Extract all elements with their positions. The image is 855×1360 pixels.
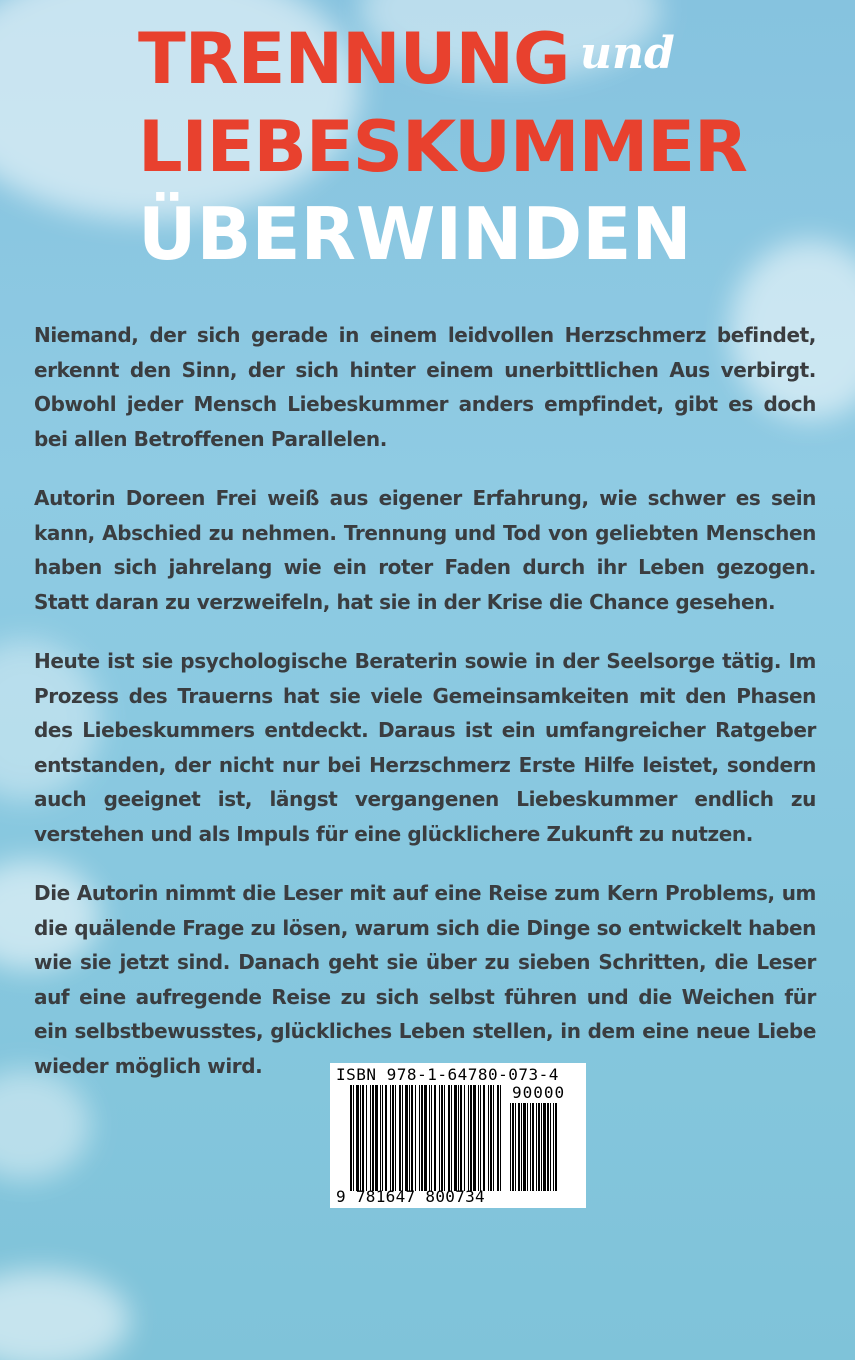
barcode-bar bbox=[441, 1085, 443, 1191]
ean-digits: 9 781647 800734 bbox=[336, 1187, 485, 1206]
barcode-bar bbox=[480, 1085, 481, 1191]
barcode-bar bbox=[429, 1085, 430, 1191]
barcode-bar bbox=[547, 1103, 549, 1191]
barcode-bar bbox=[448, 1085, 450, 1191]
barcode-bar bbox=[490, 1085, 492, 1191]
barcode-bar bbox=[366, 1085, 367, 1191]
barcode-bar bbox=[362, 1085, 364, 1191]
barcode-bar bbox=[518, 1103, 520, 1191]
barcode-bar bbox=[385, 1085, 387, 1191]
barcode-bar bbox=[392, 1085, 394, 1191]
isbn-barcode bbox=[330, 1063, 586, 1208]
barcode-addon-bars bbox=[510, 1103, 580, 1191]
barcode-bar bbox=[521, 1103, 522, 1191]
barcode-bar bbox=[454, 1085, 457, 1191]
barcode-bar bbox=[541, 1103, 542, 1191]
barcode-bar bbox=[512, 1103, 514, 1191]
title-line-3: ÜBERWINDEN bbox=[138, 192, 692, 276]
title-connector: und bbox=[580, 28, 675, 79]
barcode-bar bbox=[555, 1103, 557, 1191]
barcode-bar bbox=[395, 1085, 396, 1191]
barcode-bar bbox=[493, 1085, 494, 1191]
barcode-bar bbox=[411, 1085, 413, 1191]
barcode-bar bbox=[415, 1085, 416, 1191]
barcode-bar bbox=[553, 1103, 554, 1191]
barcode-bar bbox=[538, 1103, 540, 1191]
barcode-bar bbox=[380, 1085, 381, 1191]
barcode-bar bbox=[550, 1103, 551, 1191]
barcode-bar bbox=[458, 1085, 459, 1191]
barcode-bar bbox=[444, 1085, 445, 1191]
barcode-bar bbox=[478, 1085, 479, 1191]
blurb bbox=[34, 318, 816, 1108]
barcode-bar bbox=[483, 1085, 485, 1191]
barcode-bar bbox=[473, 1085, 476, 1191]
barcode-bar bbox=[402, 1085, 403, 1191]
barcode-bar bbox=[360, 1085, 361, 1191]
blurb-paragraph: Heute ist sie psychologische Beraterin sowie in der Seelsorge tätig. Im Prozess des Trauerns hat sie viele Gemeinsamkeiten mit den Phasen des Liebeskummers entdeckt. Daraus ist ein umfangreicher Ratgeber entstanden, der nicht nur bei Herzschmerz Erste Hilfe leistet, sondern auch geeignet ist, längst vergangenen Liebeskummer endlich zu verstehen und als Impuls für eine glücklichere Zukunft zu nutzen. bbox=[34, 649, 816, 846]
barcode-bar bbox=[530, 1103, 531, 1191]
barcode-bar bbox=[488, 1085, 489, 1191]
barcode-bar bbox=[497, 1085, 499, 1191]
barcode-bar bbox=[356, 1085, 359, 1191]
barcode-bar bbox=[424, 1085, 427, 1191]
barcode-bar bbox=[353, 1085, 354, 1191]
barcode-bar bbox=[419, 1085, 420, 1191]
barcode-bar bbox=[382, 1085, 383, 1191]
barcode-bar bbox=[372, 1085, 374, 1191]
barcode-bar bbox=[434, 1085, 436, 1191]
barcode-bar bbox=[439, 1085, 440, 1191]
barcode-bar bbox=[451, 1085, 452, 1191]
title-line-1: TRENNUNG bbox=[138, 18, 570, 100]
price-code: 90000 bbox=[512, 1083, 566, 1102]
barcode-bar bbox=[370, 1085, 371, 1191]
cloud bbox=[0, 1270, 130, 1360]
barcode-bar bbox=[431, 1085, 432, 1191]
blurb-paragraph: Niemand, der sich gerade in einem leidvollen Herzschmerz befindet, erkennt den Sinn, der sich hinter einem unerbittlichen Aus verbirgt. Obwohl jeder Mensch Liebeskummer anders empfindet, gibt es doch bei allen Betroffenen Parallelen. bbox=[34, 323, 816, 451]
barcode-bar bbox=[523, 1103, 526, 1191]
isbn-label: ISBN 978-1-64780-073-4 bbox=[336, 1065, 559, 1084]
barcode-bar bbox=[350, 1085, 352, 1191]
barcode-bar bbox=[399, 1085, 401, 1191]
barcode-bar bbox=[375, 1085, 378, 1191]
blurb-paragraph: Die Autorin nimmt die Leser mit auf eine Reise zum Kern Problems, um die quälende Frage zu lösen, warum sich die Dinge so entwickelt haben wie sie jetzt sind. Danach geht sie über zu sieben Schritten, die Leser auf eine aufregende Reise zu sich selbst führen und die Weichen für ein selbstbewusstes, glückliches Leben stellen, in dem eine neue Liebe wieder möglich wird. bbox=[34, 881, 816, 1078]
barcode-bars bbox=[350, 1085, 502, 1191]
barcode-bar bbox=[468, 1085, 469, 1191]
title-line-2: LIEBESKUMMER bbox=[138, 106, 747, 188]
barcode-bar bbox=[532, 1103, 534, 1191]
barcode-bar bbox=[500, 1085, 501, 1191]
barcode-bar bbox=[409, 1085, 410, 1191]
barcode-bar bbox=[527, 1103, 528, 1191]
barcode-bar bbox=[543, 1103, 546, 1191]
blurb-paragraph: Autorin Doreen Frei weiß aus eigener Erfahrung, wie schwer es sein kann, Abschied zu nehmen. Trennung und Tod von geliebten Menschen haben sich jahrelang wie ein roter Faden durch ihr Leben gezogen. Statt daran zu verzweifeln, hat sie in der Krise die Chance gesehen. bbox=[34, 486, 816, 614]
barcode-bar bbox=[405, 1085, 408, 1191]
barcode-bar bbox=[390, 1085, 391, 1191]
barcode-bar bbox=[510, 1103, 511, 1191]
barcode-bar bbox=[515, 1103, 516, 1191]
barcode-bar bbox=[460, 1085, 462, 1191]
barcode-bar bbox=[470, 1085, 472, 1191]
barcode-bar bbox=[536, 1103, 537, 1191]
barcode-bar bbox=[464, 1085, 465, 1191]
barcode-bar bbox=[421, 1085, 423, 1191]
